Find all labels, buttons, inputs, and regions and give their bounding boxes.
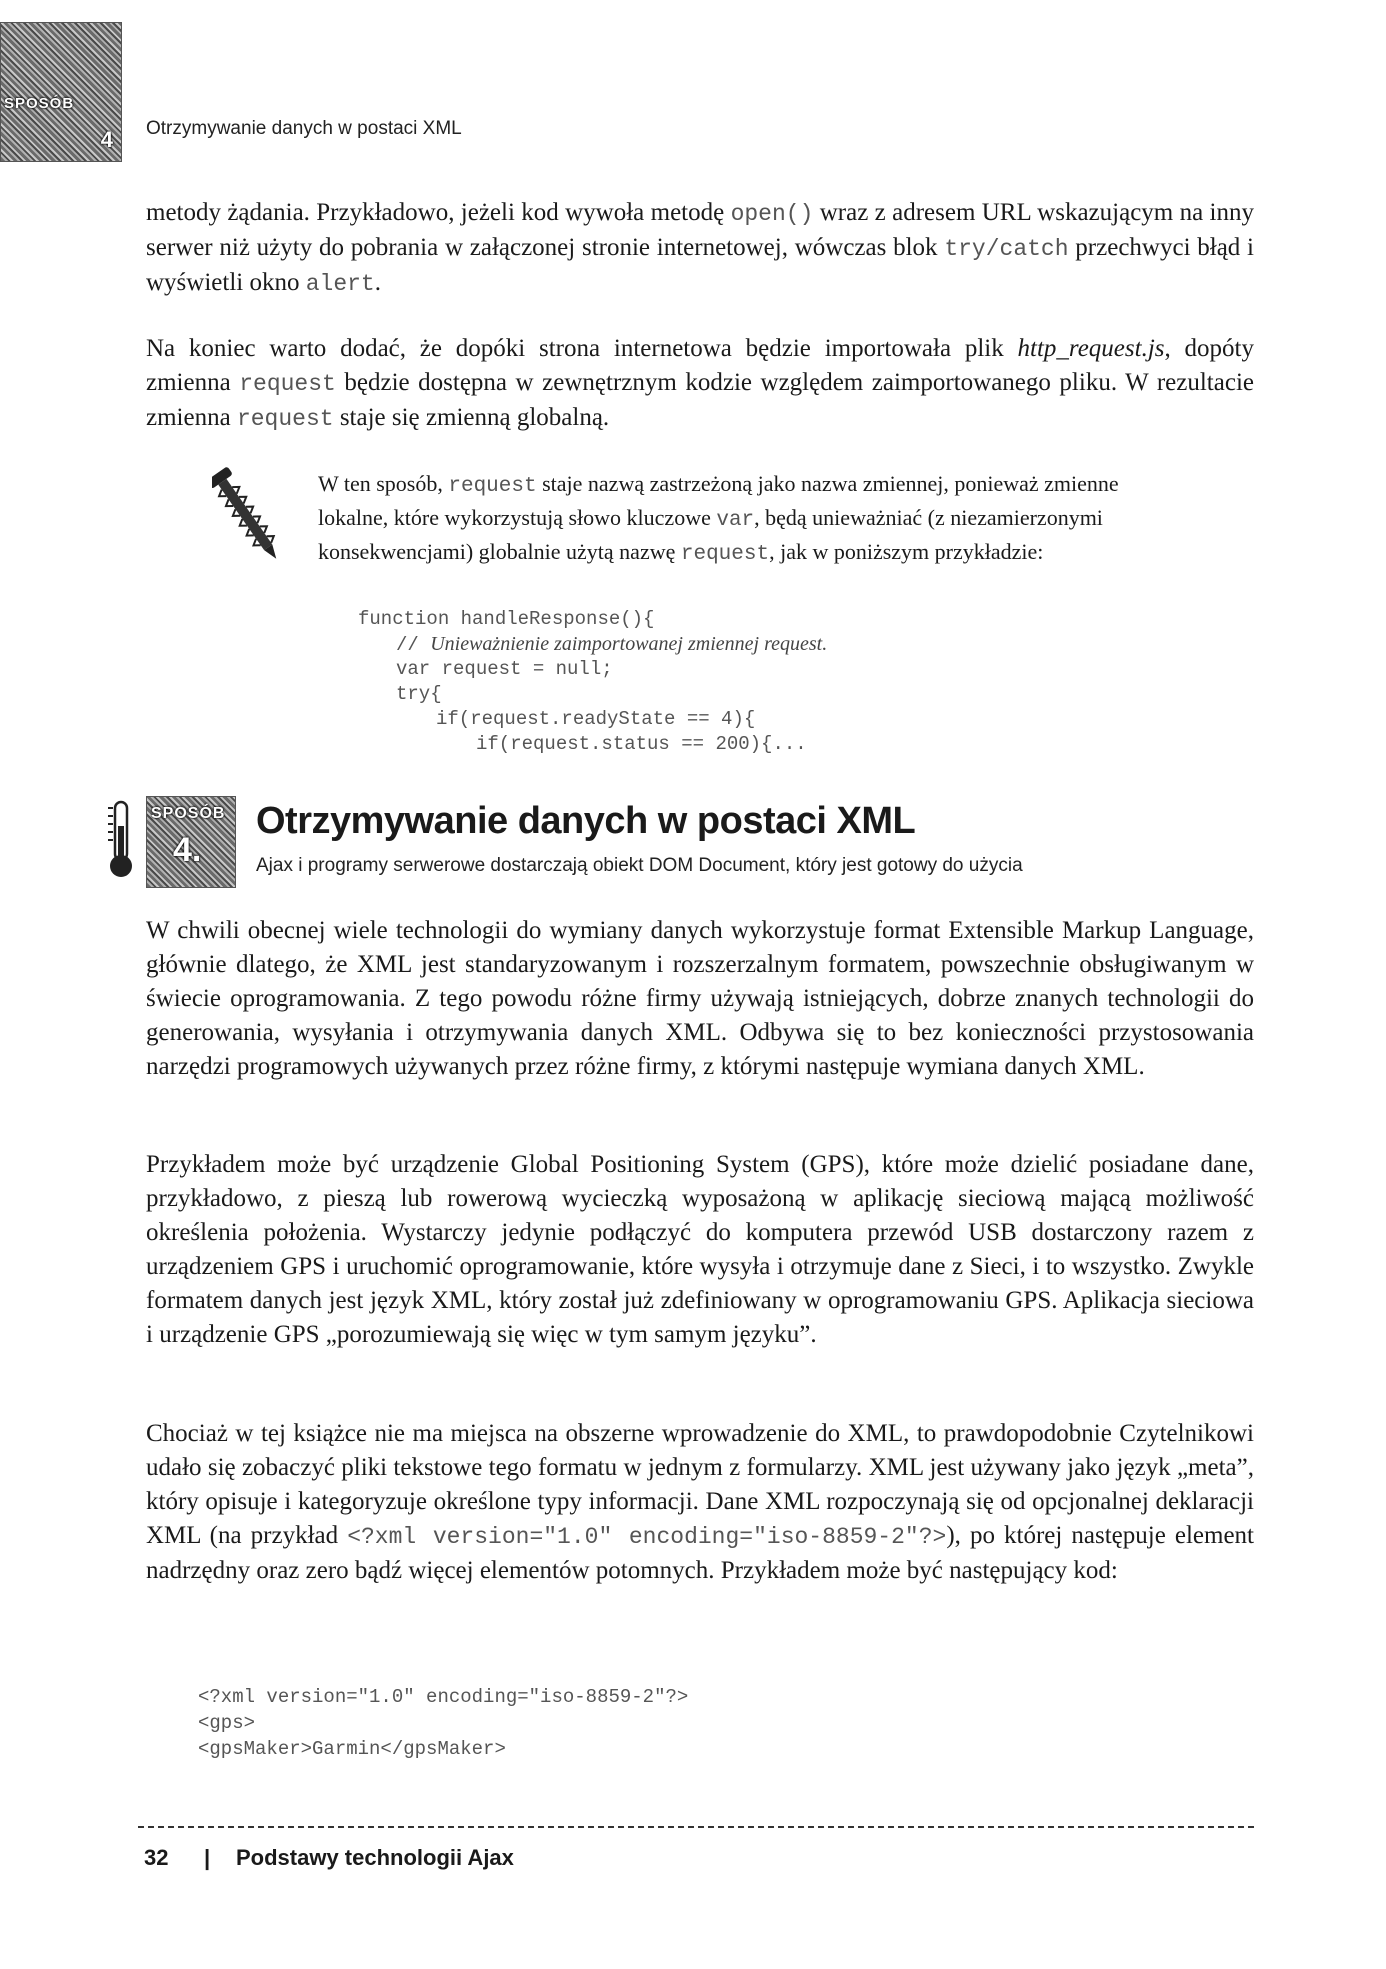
footer-separator: | <box>204 1845 211 1870</box>
inline-code: request <box>236 406 334 432</box>
inline-code: alert <box>305 271 375 297</box>
badge-number: 4 <box>100 127 113 152</box>
paragraph-4: Przykładem może być urządzenie Global Positioning System (GPS), które może dzielić posiadane dane, przykładowo, z pieszą lub rowerową wycieczką wyposażoną w aplikację sieciową mającą możliwość określenia położenia. Wystarczy jedynie podłączyć do komputera przewód USB dostarczony razem z urządzeniem GPS i uruchomić oprogramowanie, które wysyła i otrzymuje dane z Sieci, i to wszystko. Zwykle formatem danych jest język XML, który został już zdefiniowany w oprogramowaniu GPS. Aplikacja sieciowa i urządzenie GPS „porozumiewają się więc w tym samym języku”. <box>146 1151 1254 1348</box>
inline-code: request <box>239 371 336 397</box>
text-run: , dopóty zmienna <box>146 335 1254 396</box>
file-name: http_request.js <box>1017 335 1165 362</box>
paragraph-5 <box>146 1417 1254 1588</box>
text-run: Na koniec warto dodać, że dopóki strona internetowa będzie importowała plik <box>146 335 1018 362</box>
text-run: . <box>374 269 381 296</box>
hack-badge-small <box>0 22 122 162</box>
text-run: przechwyci błąd i wyświetli okno <box>146 234 1255 296</box>
text-run: W ten sposób, <box>318 471 449 496</box>
text-run: staje nazwą zastrzeżoną jako nazwa zmiennej, ponieważ zmienne lokalne, które wykorzystują słowo kluczowe <box>318 471 1119 530</box>
badge-word: SPOSÓB <box>151 805 226 822</box>
code-line: if(request.readyState == 4){ <box>436 708 756 730</box>
inline-code: request <box>680 543 770 566</box>
note-text <box>318 468 1178 570</box>
code-line: try{ <box>396 683 442 705</box>
code-line: if(request.status == 200){... <box>476 733 807 755</box>
screw-icon <box>212 462 282 572</box>
text-run: ), po której następuje element nadrzędny oraz zero bądź więcej elementów potomnych. Przykładem może być następujący kod: <box>146 1522 1254 1584</box>
inline-code: var <box>716 509 755 532</box>
paragraph-1 <box>146 196 1254 301</box>
badge-word: SPOSÓB <box>4 95 75 112</box>
paragraph-3: W chwili obecnej wiele technologii do wymiany danych wykorzystuje format Extensible Markup Language, głównie dlatego, że XML jest standaryzowanym i rozszerzalnym formatem, powszechnie obsługiwanym w świecie oprogramowania. Z tego powodu różne firmy używają istniejących, dobrze znanych technologii do generowania, wysyłania i otrzymywania danych XML. Odbywa się to bez konieczności przystosowania narzędzi programowych używanych przez różne firmy, z którymi następuje wymiana danych XML. <box>146 917 1254 1080</box>
code-line: <gpsMaker>Garmin</gpsMaker> <box>198 1738 506 1760</box>
thermometer-icon <box>104 800 138 880</box>
text-run: , jak w poniższym przykładzie: <box>769 539 1044 564</box>
text-run: metody żądania. Przykładowo, jeżeli kod wywoła metodę <box>146 199 731 226</box>
book-title: Podstawy technologii Ajax <box>236 1845 514 1870</box>
text-run: staje się zmienną globalną. <box>333 404 610 431</box>
footer-rule <box>138 1826 1254 1828</box>
hack-subtitle: Ajax i programy serwerowe dostarczają obiekt DOM Document, który jest gotowy do użycia <box>256 855 1023 876</box>
text-run: wraz z adresem URL wskazującym na inny serwer niż użyty do pobrania w załączonej stronie internetowej, wówczas blok <box>146 199 1254 261</box>
hack-badge <box>146 796 236 888</box>
code-line: <?xml version="1.0" encoding="iso-8859-2"?> <box>198 1686 689 1708</box>
page-number: 32 <box>144 1845 169 1870</box>
badge-number: 4. <box>173 831 202 869</box>
code-comment: Unieważnienie zaimportowanej zmiennej request. <box>430 633 828 655</box>
inline-code: request <box>448 475 537 498</box>
inline-code: try/catch <box>944 236 1069 262</box>
inline-code: <?xml version="1.0" encoding="iso-8859-2"?> <box>347 1524 947 1550</box>
code-line: <gps> <box>198 1712 256 1734</box>
code-line: function handleResponse(){ <box>358 608 655 630</box>
code-line: var request = null; <box>396 658 613 680</box>
text-run: będzie dostępna w zewnętrznym kodzie względem zaimportowanego pliku. W rezultacie zmienna <box>146 369 1254 431</box>
running-header-title: Otrzymywanie danych w postaci XML <box>146 118 462 139</box>
inline-code: open() <box>730 201 814 227</box>
text-run: , będą unieważniać (z niezamierzonymi konsekwencjami) globalnie użytą nazwę <box>318 505 1103 564</box>
text-run: Chociaż w tej książce nie ma miejsca na obszerne wprowadzenie do XML, to prawdopodobnie Czytelnikowi udało się zobaczyć pliki tekstowe tego formatu w jednym z formularzy. XML jest używany jako język „meta”, który opisuje i kategoryzuje określone typy informacji. Dane XML rozpoczynają się od opcjonalnej deklaracji XML (na przykład <box>146 1420 1254 1549</box>
paragraph-2 <box>146 332 1254 436</box>
code-line <box>396 632 827 658</box>
hack-title: Otrzymywanie danych w postaci XML <box>256 800 916 842</box>
comment-marker: // <box>396 634 431 656</box>
